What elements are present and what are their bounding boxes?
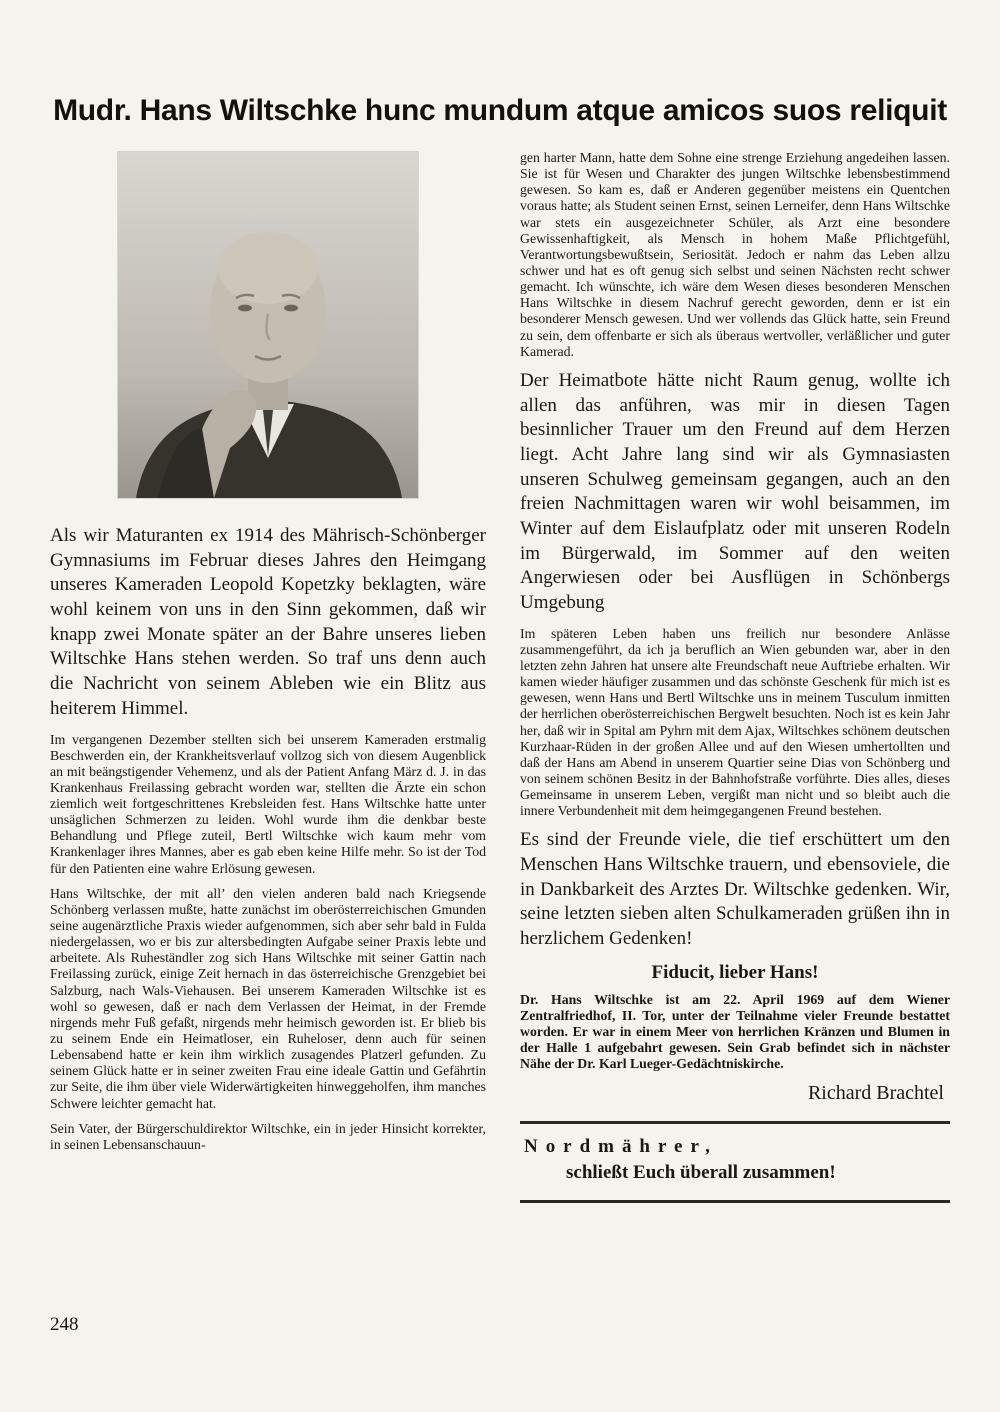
right-column	[520, 150, 950, 1203]
body-paragraph-later-life: Im späteren Leben haben uns freilich nur besondere Anlässe zusammengeführt, da ich ja beruflich an Wien gebunden war, aber in den letzten zehn Jahren hat unsere alte Freundschaft neue Auftriebe erhalten. Wir kamen wieder häufiger zusammen und das schönste Geschenk für mich ist es gewesen, wenn Hans und Bertl Wiltschke uns in meinem Tusculum inmitten der herrlichen oberösterreichischen Bergwelt besuchten. Noch ist es kein Jahr her, daß wir in Spital am Pyhrn mit dem Ajax, Wiltschkes schönem deutschen Kurzhaar-Rüden in der großen Allee und auf den Wiesen umhertollten und daß der Hans am Abend in unserem Quartier seine Dias von Schönberg und von seinem schönen Besitz in der Bahnhofstraße vorführte. Dies alles, dieses Gemeinsame in unserem Leben, vergißt man nicht und so bleibt auch die innere Verbundenheit mit dem heimgegangenen Freund bestehen.	[520, 625, 950, 819]
body-paragraph-father-start: Sein Vater, der Bürgerschuldirektor Wiltschke, ein in jeder Hinsicht korrekter, in seinen Lebensanschauun-	[50, 1120, 486, 1152]
body-paragraph-biography: Hans Wiltschke, der mit all’ den vielen anderen bald nach Kriegsende Schönberg verlassen mußte, hatte zunächst im oberösterreichischen Gmunden seine augenärztliche Praxis wieder aufgenommen, sich aber sehr bald in Fulda niedergelassen, wo er bis zur altersbedingten Aufgabe seiner Praxis lebte und arbeitete. Als Ruheständler zog sich Hans Wiltschke mit seiner Gattin nach Freilassing zurück, einige Zeit hernach in das österreichische Grenzgebiet bei Salzburg, nach Wals-Viehausen. Bei unserem Kameraden Wiltschke ist es wohl so gewesen, daß er nach dem Verlassen der Heimat, in der Fremde nirgends mehr Fuß gefaßt, nirgends mehr heimisch geworden ist. Er blieb bis zu seinem Ende ein Heimatloser, ein Ruheloser, denn auch für seinen Lebensabend hatte er kein ihm wirklich zusagendes Platzerl gefunden. Zu seinem Glück hatte er in seiner zweiten Frau eine ideale Gattin und Gefährtin zur Seite, die ihm über viele Widerwärtigkeiten hinweggeholfen, ihm manches Schwere leichter gemacht hat.	[50, 885, 486, 1111]
page-number: 248	[50, 1314, 79, 1335]
portrait-photo-graphic	[118, 152, 418, 498]
body-paragraph-heimatbote: Der Heimatbote hätte nicht Raum genug, wollte ich allen das anführen, was mir in diesen Tagen besinnlicher Trauer um den Freund auf dem Herzen liegt. Acht Jahre lang sind wir als Gymnasiasten unseren Schulweg gemeinsam gegangen, auch an den freien Nachmittagen waren wir wohl beisammen, im Winter auf dem Eislaufplatz oder mit unseren Rodeln im Bürgerwald, im Sommer auf den weiten Angerwiesen oder bei Ausflügen in Schönbergs Umgebung	[520, 369, 950, 614]
author-signature: Richard Brachtel	[807, 1081, 944, 1104]
body-paragraph-illness: Im vergangenen Dezember stellten sich bei unserem Kameraden erstmalig Beschwerden ein, der Krankheitsverlauf vollzog sich von diesem Augenblick an mit beängstigender Vehemenz, und als der Patient Anfang März d. J. in das Krankenhaus Freilassing gebracht worden war, stellten die Ärzte ein schon ziemlich weit fortgeschrittenes Krebsleiden fest. Hans Wiltschke hatte unter unsäglichen Schmerzen zu leiden. Wohl wurde ihm die denkbar beste Behandlung und Pflege zuteil, Bertl Wiltschke wich kaum mehr vom Krankenlager ihres Mannes, aber es gab eben keine Hilfe mehr. So ist der Tod für den Patienten eine wahre Erlösung gewesen.	[50, 731, 486, 876]
fiducit-line: Fiducit, lieber Hans!	[651, 961, 819, 983]
lead-paragraph: Als wir Maturanten ex 1914 des Mährisch-Schönberger Gymnasiums im Februar dieses Jahres den Heimgang unseres Kameraden Leopold Kopetzky beklagten, wäre wohl keinem von uns in den Sinn gekommen, daß wir knapp zwei Monate später an der Bahre unseres lieben Wiltschke Hans stehen werden. So traf uns denn auch die Nachricht von seinem Ableben wie ein Blitz aus heiterem Himmel.	[50, 525, 486, 719]
portrait-photo	[118, 152, 418, 498]
nordmaehrer-appeal-box	[520, 1121, 950, 1203]
burial-notice: Dr. Hans Wiltschke ist am 22. April 1969 auf dem Wiener Zentralfriedhof, II. Tor, unter der Teilnahme vieler Freunde bestattet worden. Er war in einem Meer von herrlichen Kränzen und Blumen in der Halle 1 aufgebahrt gewesen. Sein Grab befindet sich in nächster Nähe der Dr. Karl Lueger-Gedächtniskirche.	[520, 991, 950, 1072]
body-paragraph-friends: Es sind der Freunde viele, die tief erschüttert um den Menschen Hans Wiltschke trauern, und ebensoviele, die in Dankbarkeit des Arztes Dr. Wiltschke gedenken. Wir, seine letzten sieben alten Schulkameraden grüßen ihn in herzlichem Gedenken!	[520, 829, 950, 950]
appeal-line-1: Nordmährer,	[524, 1135, 718, 1157]
left-column	[50, 150, 486, 1203]
appeal-line-2: schließt Euch überall zusammen!	[566, 1161, 836, 1183]
two-column-body	[50, 150, 950, 1203]
page-title: Mudr. Hans Wiltschke hunc mundum atque amicos suos reliquit	[53, 94, 947, 127]
body-paragraph-father-continuation: gen harter Mann, hatte dem Sohne eine strenge Erziehung angedeihen lassen. Sie ist für Wesen und Charakter des jungen Wiltschke lebensbestimmend gewesen. So kam es, daß er Anderen gegenüber meistens ein Quentchen voraus hatte; als Student seinen Ernst, seinen Lerneifer, denn Hans Wiltschke war stets ein ausgezeichneter Schüler, als Arzt eine besondere Gewissenhaftigkeit, als Mensch in hohem Maße Pflichtgefühl, Verantwortungsbewußtsein, Seriosität. Jedoch er nahm das Leben allzu schwer und hat es oft genug sich selbst und seinen Nächsten recht schwer gemacht. Ich wünschte, ich wäre dem Wesen dieses besonderen Menschen Hans Wiltschke in diesem Nachruf gerecht geworden, denn er ist ein besonderer Mensch gewesen. Und wer vollends das Glück hatte, sein Freund zu sein, dem offenbarte er sich als überaus wertvoller, verläßlicher und guter Kamerad.	[520, 150, 950, 359]
